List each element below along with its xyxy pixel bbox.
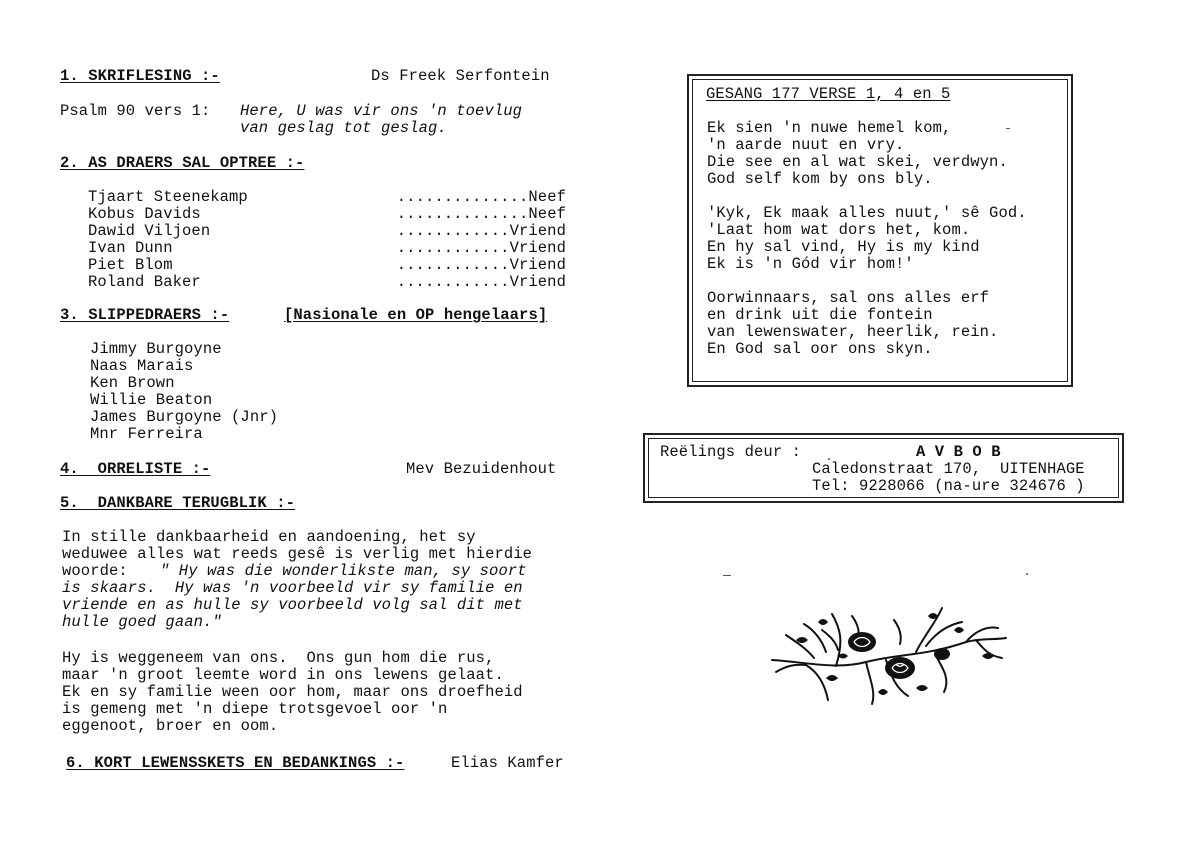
section-4-person: Mev Bezuidenhout bbox=[406, 460, 557, 478]
hymn-line: Oorwinnaars, sal ons alles erf bbox=[707, 289, 990, 307]
pallbearer-relation: Vriend bbox=[509, 239, 566, 257]
pallbearer-name: Tjaart Steenekamp bbox=[88, 188, 248, 206]
tribute-quote-line: is skaars. Hy was 'n voorbeeld vir sy familie en bbox=[62, 579, 523, 597]
section-6-person: Elias Kamfer bbox=[451, 754, 564, 772]
funeral-address: Caledonstraat 170, UITENHAGE bbox=[812, 460, 1085, 478]
psalm-quote-line-2: van geslag tot geslag. bbox=[240, 119, 447, 137]
tribute-quote-line: " Hy was die wonderlikste man, sy soort bbox=[160, 562, 527, 580]
section-3-note: [Nasionale en OP hengelaars] bbox=[284, 306, 548, 324]
section-2-heading: 2. AS DRAERS SAL OPTREE :- bbox=[60, 154, 305, 172]
dot-leader: .............. bbox=[396, 188, 529, 206]
section-5-heading: 5. DANKBARE TERUGBLIK :- bbox=[60, 494, 296, 512]
tribute-line: Hy is weggeneem van ons. Ons gun hom die rus, bbox=[62, 649, 495, 667]
pallbearer-name: Piet Blom bbox=[88, 256, 173, 274]
tribute-line: is gemeng met 'n diepe trotsgevoel oor 'n bbox=[62, 700, 448, 718]
psalm-reference: Psalm 90 vers 1: bbox=[60, 102, 211, 120]
tribute-line: In stille dankbaarheid en aandoening, het sy bbox=[62, 528, 476, 546]
section-3-heading: 3. SLIPPEDRAERS :- bbox=[60, 306, 230, 324]
tribute-line: maar 'n groot leemte word in ons lewens gelaat. bbox=[62, 666, 504, 684]
tribute-quote-line: hulle goed gaan." bbox=[62, 613, 222, 631]
hymn-line: 'Kyk, Ek maak alles nuut,' sê God. bbox=[707, 204, 1027, 222]
dot-leader: .............. bbox=[396, 205, 529, 223]
psalm-quote-line-1: Here, U was vir ons 'n toevlug bbox=[240, 102, 523, 120]
tribute-quote-line: vriende en as hulle sy voorbeeld volg sal dit met bbox=[62, 596, 523, 614]
cord-bearer-name: Ken Brown bbox=[90, 374, 175, 392]
rose-branch-icon bbox=[766, 600, 1011, 710]
pallbearer-relation: Vriend bbox=[509, 256, 566, 274]
cord-bearer-name: Mnr Ferreira bbox=[90, 425, 203, 443]
pallbearer-name: Kobus Davids bbox=[88, 205, 201, 223]
cord-bearer-name: Jimmy Burgoyne bbox=[90, 340, 222, 358]
hymn-line: 'Laat hom wat dors het, kom. bbox=[707, 221, 971, 239]
hymn-line: Ek sien 'n nuwe hemel kom, bbox=[707, 119, 952, 137]
section-4-heading: 4. ORRELISTE :- bbox=[60, 460, 211, 478]
section-1-heading: 1. SKRIFLESING :- bbox=[60, 67, 220, 85]
dot-leader: ............ bbox=[396, 222, 510, 240]
arrangements-label: Reëlings deur : bbox=[660, 443, 802, 461]
dot-leader: ............ bbox=[396, 239, 510, 257]
funeral-telephone: Tel: 9228066 (na-ure 324676 ) bbox=[812, 477, 1085, 495]
section-6-heading: 6. KORT LEWENSSKETS EN BEDANKINGS :- bbox=[66, 754, 405, 772]
hymn-line: God self kom by ons bly. bbox=[707, 170, 933, 188]
dot-leader: ............ bbox=[396, 273, 510, 291]
hymn-line: Die see en al wat skei, verdwyn. bbox=[707, 153, 1008, 171]
pallbearer-relation: Neef bbox=[528, 205, 566, 223]
pallbearer-name: Ivan Dunn bbox=[88, 239, 173, 257]
cord-bearer-name: Naas Marais bbox=[90, 357, 194, 375]
pallbearer-name: Dawid Viljoen bbox=[88, 222, 211, 240]
tribute-line: weduwee alles wat reeds gesê is verlig met hierdie bbox=[62, 545, 533, 563]
hymn-line: Ek is 'n Gód vir hom!' bbox=[707, 255, 914, 273]
pallbearer-relation: Vriend bbox=[509, 273, 566, 291]
tribute-line: woorde: bbox=[62, 562, 128, 580]
pallbearer-relation: Neef bbox=[528, 188, 566, 206]
hymn-line: van lewenswater, heerlik, rein. bbox=[707, 323, 999, 341]
pallbearer-relation: Vriend bbox=[509, 222, 566, 240]
hymn-line: en drink uit die fontein bbox=[707, 306, 933, 324]
cord-bearer-name: Willie Beaton bbox=[90, 391, 213, 409]
hymn-line: En God sal oor ons skyn. bbox=[707, 340, 933, 358]
tribute-line: eggenoot, broer en oom. bbox=[62, 717, 279, 735]
pallbearer-name: Roland Baker bbox=[88, 273, 201, 291]
cord-bearer-name: James Burgoyne (Jnr) bbox=[90, 408, 279, 426]
hymn-line: En hy sal vind, Hy is my kind bbox=[707, 238, 980, 256]
hymn-line: 'n aarde nuut en vry. bbox=[707, 136, 905, 154]
section-1-person: Ds Freek Serfontein bbox=[371, 67, 550, 85]
hymn-title: GESANG 177 VERSE 1, 4 en 5 bbox=[706, 85, 951, 103]
dot-leader: ............ bbox=[396, 256, 510, 274]
tribute-line: Ek en sy familie ween oor hom, maar ons droefheid bbox=[62, 683, 523, 701]
funeral-company: A V B O B bbox=[916, 443, 1001, 461]
